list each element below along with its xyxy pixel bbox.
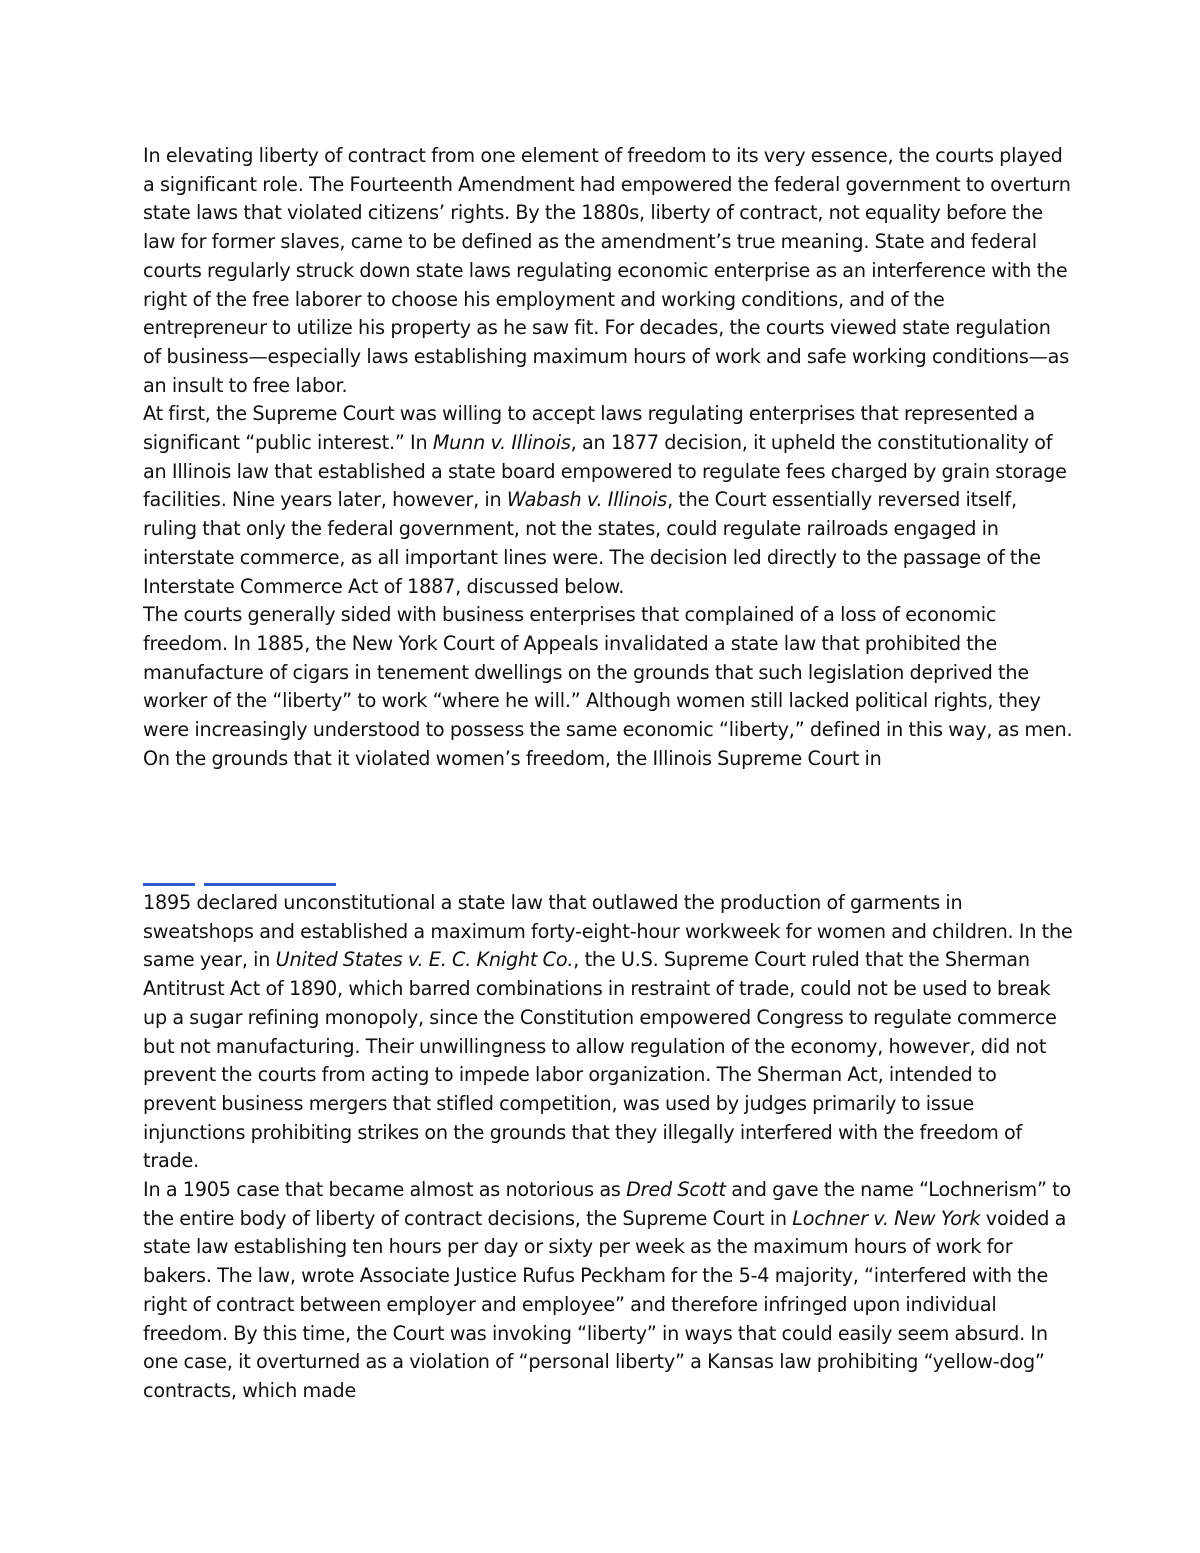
rule-segment — [143, 883, 195, 886]
paragraph-lochner — [143, 1176, 1073, 1406]
text-block-lower — [143, 889, 1073, 1406]
paragraph-text: and gave the name “Lochnerism” to the entire body of liberty of contract decisions, the Supreme Court in — [143, 1178, 1071, 1230]
paragraph-text: , the Court essentially reversed itself, ruling that only the federal government, not the states, could regulate railroads engaged in interstate commerce, as all important lines were. The decision led directly to the passage of the Interstate Commerce Act of 1887, discussed below. — [143, 488, 1041, 598]
case-name-munn: Munn v. Illinois — [432, 431, 571, 455]
paragraph-public-interest — [143, 400, 1073, 601]
case-name-dred-scott: Dred Scott — [626, 1178, 726, 1202]
paragraph-sweatshops — [143, 889, 1073, 1176]
paragraph-text: , an 1877 decision, it upheld the constitutionality of an Illinois law that established a state board empowered to regulate fees charged by grain storage facilities. Nine years later, however, in — [143, 431, 1067, 512]
case-name-wabash: Wabash v. Illinois — [506, 488, 668, 512]
rule-segment — [204, 883, 336, 886]
paragraph-economic-freedom: The courts generally sided with business enterprises that complained of a loss of economic freedom. In 1885, the New York Court of Appeals invalidated a state law that prohibited the manufacture of cigars in tenement dwellings on the grounds that such legislation deprived the worker of the “liberty” to work “where he will.” Although women still lacked political rights, they were increasingly understood to possess the same economic “liberty,” defined in this way, as men. On the grounds that it violated women’s freedom, the Illinois Supreme Court in — [143, 603, 1073, 770]
paragraph-text: At first, the Supreme Court was willing to accept laws regulating enterprises that represented a significant “public interest.” In — [143, 402, 1035, 455]
paragraph-text: , the U.S. Supreme Court ruled that the Sherman Antitrust Act of 1890, which barred combinations in restraint of trade, could not be used to break up a sugar refining monopoly, since the Constitution empowered Congress to regulate commerce but not manufacturing. Their unwillingness to allow regulation of the economy, however, did not prevent the courts from acting to impede labor organization. The Sherman Act, intended to prevent business mergers that stifled competition, was used by judges primarily to issue injunctions prohibiting strikes on the grounds that they illegally interfered with the freedom of trade. — [143, 948, 1057, 1173]
paragraph-liberty-of-contract: In elevating liberty of contract from one element of freedom to its very essence, the courts played a significant role. The Fourteenth Amendment had empowered the federal government to overturn state laws that violated citizens’ rights. By the 1880s, liberty of contract, not equality before the law for former slaves, came to be defined as the amendment’s true meaning. State and federal courts regularly struck down state laws regulating economic enterprise as an interference with the right of the free laborer to choose his employment and working conditions, and of the entrepreneur to utilize his property as he saw fit. For decades, the courts viewed state regulation of business—especially laws establishing maximum hours of work and safe working conditions—as an insult to free labor. — [143, 144, 1071, 397]
paragraph-text: voided a state law establishing ten hours per day or sixty per week as the maximum hours of work for bakers. The law, wrote Associate Justice Rufus Peckham for the 5-4 majority, “interfered with the right of contract between employer and employee” and therefore infringed upon individual freedom. By this time, the Court was invoking “liberty” in ways that could easily seem absurd. In one case, it overturned as a violation of “personal liberty” a Kansas law prohibiting “yellow-dog” contracts, which made — [143, 1206, 1067, 1402]
paragraph-text: 1895 declared unconstitutional a state law that outlawed the production of garments in sweatshops and established a maximum forty-eight-hour workweek for women and children. In the same year, in — [143, 891, 1073, 972]
paragraph-text: In a 1905 case that became almost as notorious as — [143, 1178, 627, 1202]
case-name-lochner: Lochner v. New York — [792, 1206, 981, 1230]
page-break-rule — [143, 883, 343, 886]
text-block-upper — [143, 142, 1073, 773]
case-name-knight: United States v. E. C. Knight Co. — [275, 948, 574, 972]
